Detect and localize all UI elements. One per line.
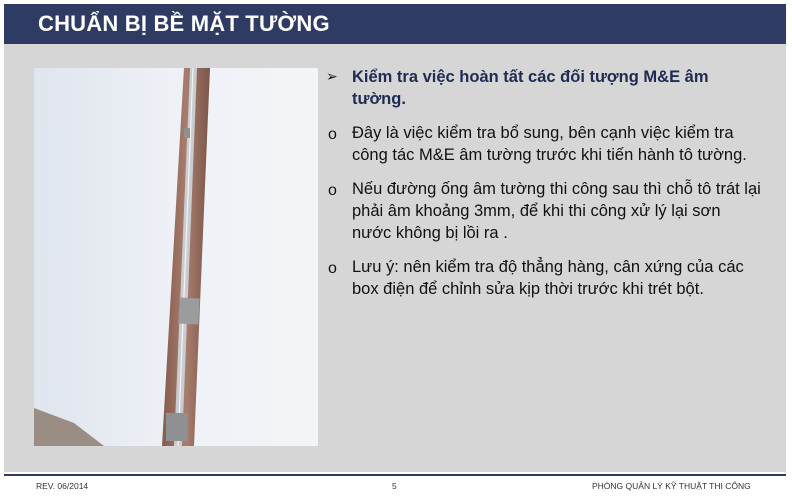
footer-department: PHÒNG QUẢN LÝ KỸ THUẬT THI CÔNG	[592, 481, 751, 491]
bullet-item	[322, 178, 762, 244]
arrow-bullet-icon: ➢	[326, 68, 338, 84]
bullet-text: Nếu đường ống âm tường thi công sau thì chỗ tô trát lại phải âm khoảng 3mm, để khi thi công xử lý lại sơn nước không bị lồi ra .	[352, 180, 761, 242]
circle-bullet-icon: o	[328, 182, 337, 199]
footer-page-number: 5	[392, 481, 397, 491]
bullet-text: Kiểm tra việc hoàn tất các đối tượng M&E âm tường.	[352, 68, 709, 108]
bullet-item-heading	[322, 66, 762, 110]
wall-conduit-photo	[34, 68, 318, 446]
slide-content	[4, 44, 786, 472]
bullet-text: Đây là việc kiểm tra bổ sung, bên cạnh việc kiểm tra công tác M&E âm tường trước khi tiến hành tô tường.	[352, 124, 747, 164]
bullet-item	[322, 256, 762, 300]
circle-bullet-icon: o	[328, 260, 337, 277]
bullet-item	[322, 122, 762, 166]
wall-conduit-image	[34, 68, 318, 446]
title-bar	[4, 4, 786, 44]
footer-divider	[4, 474, 786, 476]
bullet-list	[322, 66, 762, 312]
bullet-text: Lưu ý: nên kiểm tra độ thẳng hàng, cân xứng của các box điện để chỉnh sửa kịp thời trước khi trét bột.	[352, 258, 744, 298]
footer-revision: REV. 06/2014	[36, 481, 89, 491]
circle-bullet-icon: o	[328, 126, 337, 143]
slide-title: CHUẨN BỊ BỀ MẶT TƯỜNG	[38, 11, 330, 36]
